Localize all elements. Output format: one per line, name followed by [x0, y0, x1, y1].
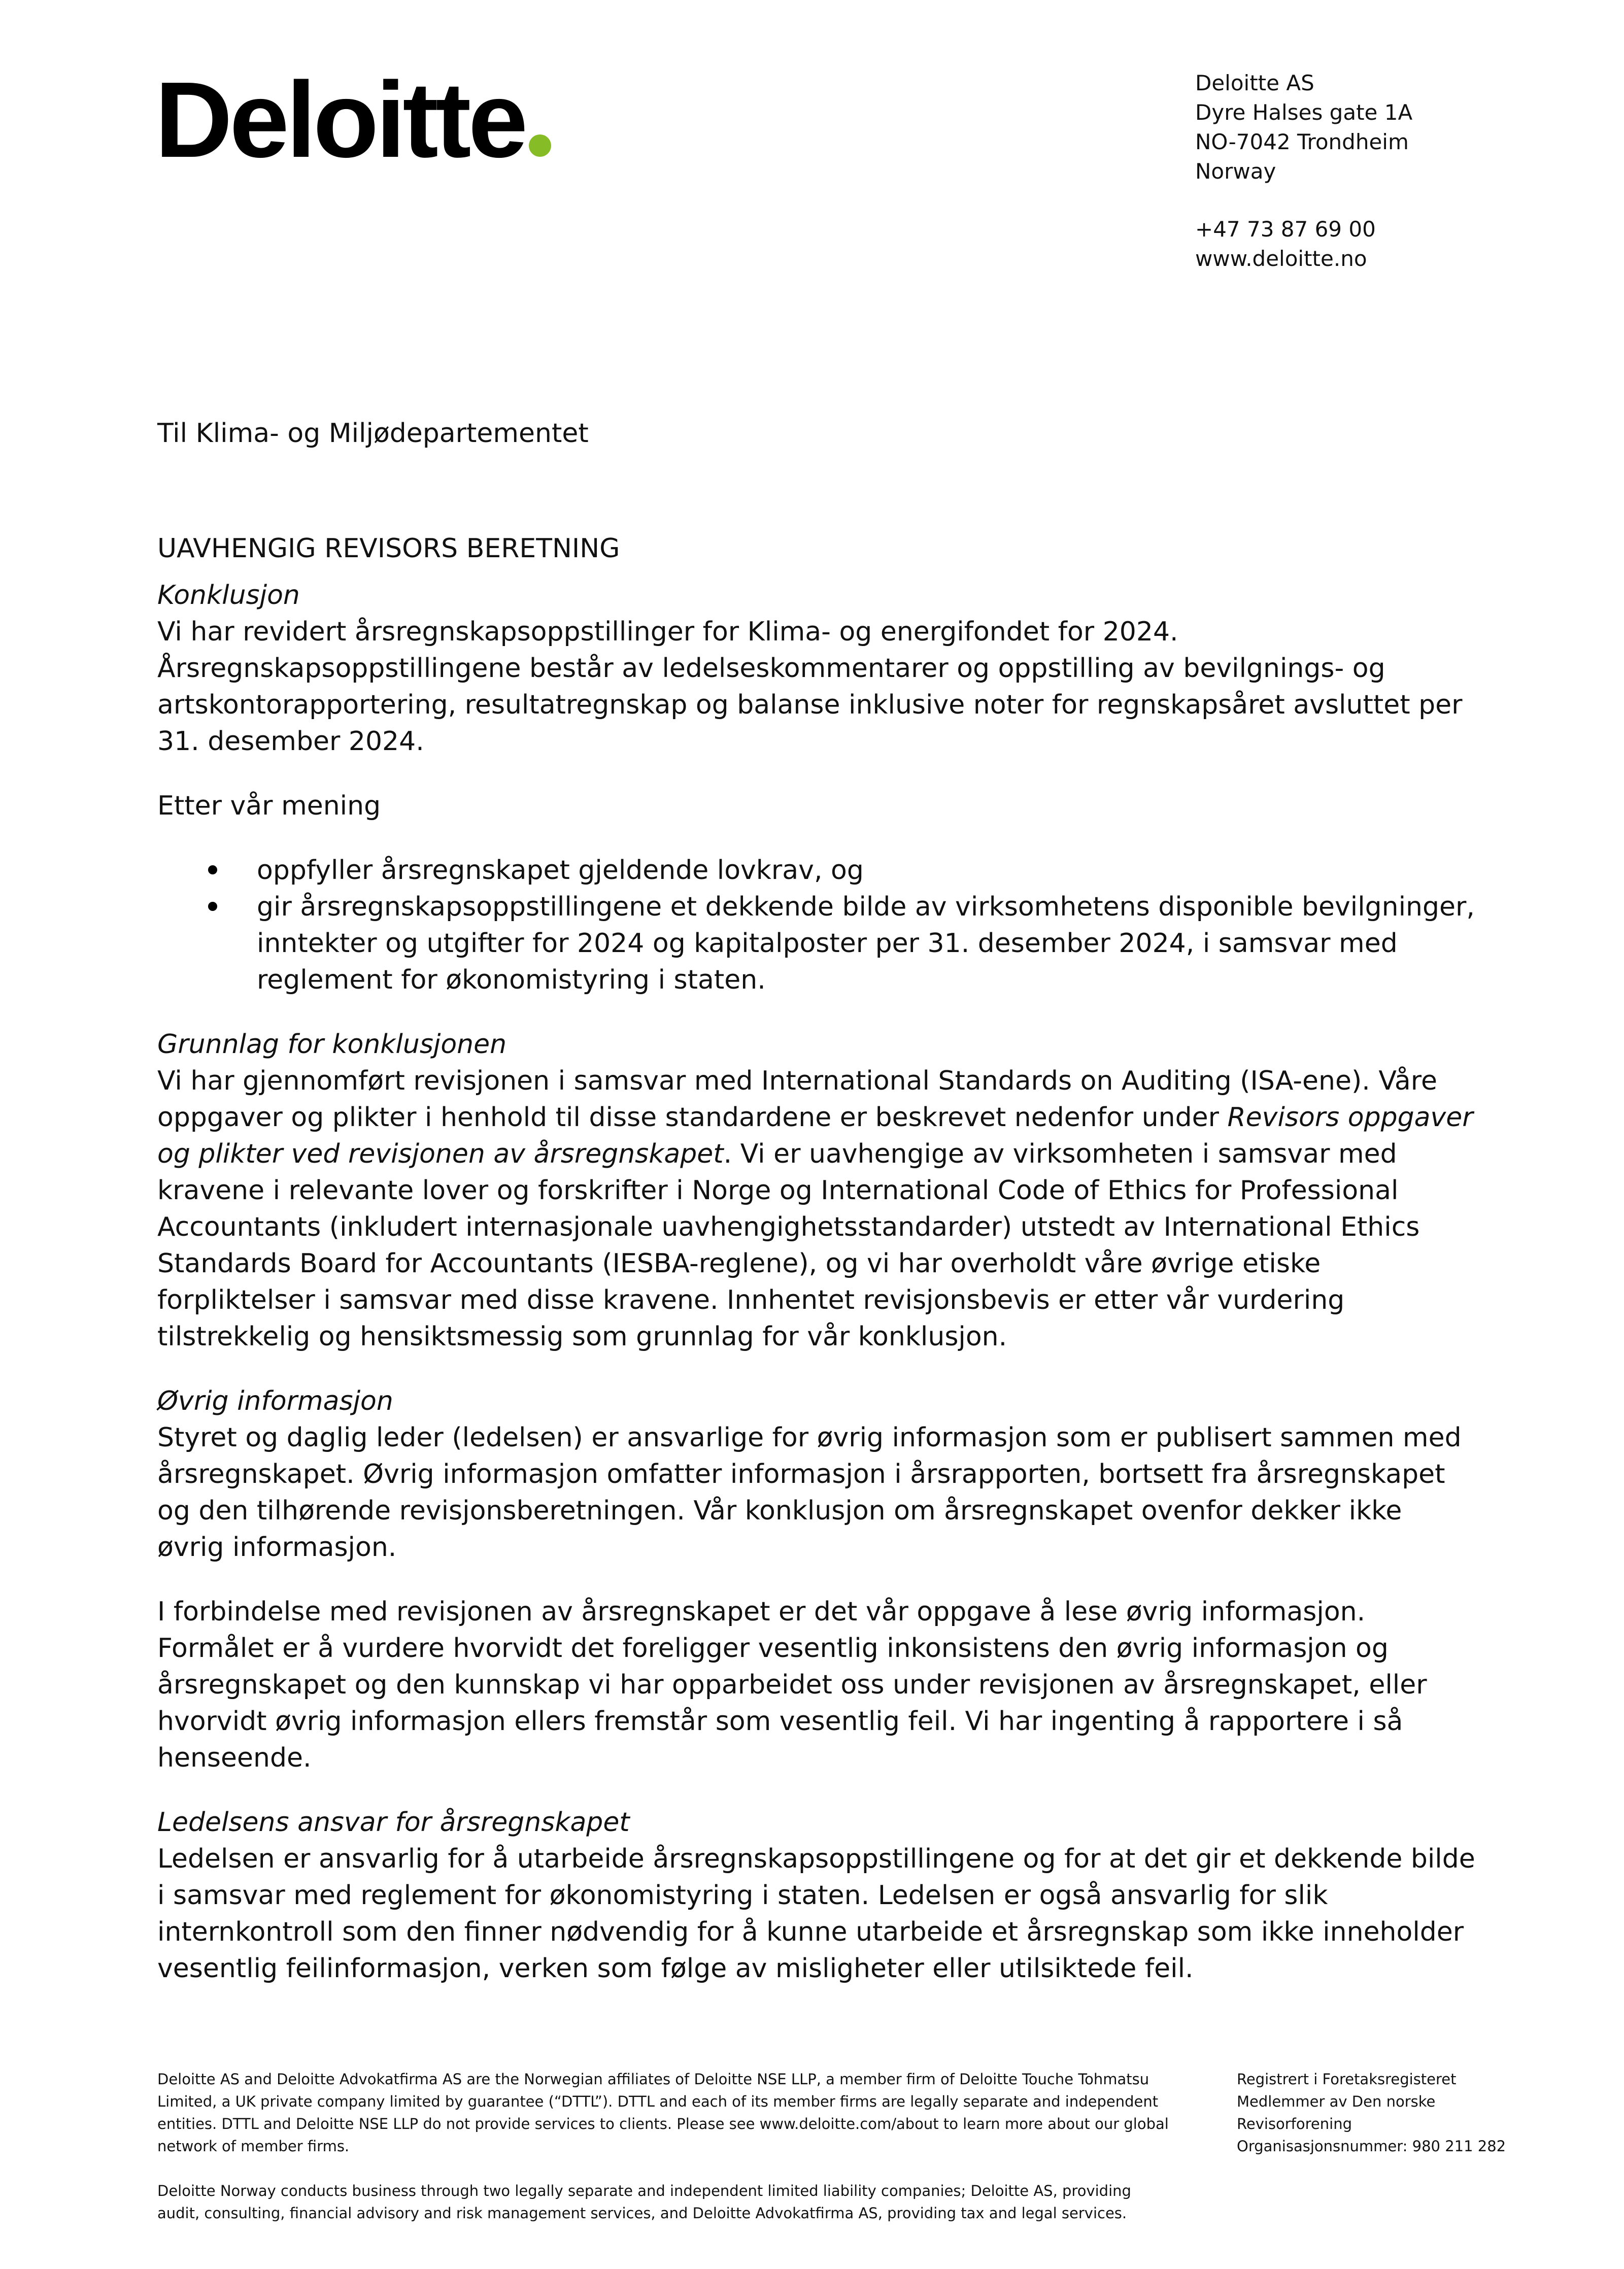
konklusjon-bullets — [157, 852, 1477, 998]
footer-reg-line: Organisasjonsnummer: 980 211 282 — [1237, 2138, 1506, 2155]
heading-grunnlag: Grunnlag for konklusjonen — [157, 1029, 507, 1060]
deloitte-logo — [155, 59, 551, 180]
address-phone: +47 73 87 69 00 — [1195, 217, 1376, 242]
konklusjon-intro: Etter vår mening — [157, 791, 381, 821]
konklusjon-paragraph: Vi har revidert årsregnskapsoppstillinger for Klima- og energifondet for 2024. Årsregnskapsoppstillingene består av ledelseskommentarer og oppstilling av bevilgnings- og artskontorapportering, resultatregnskap og balanse inklusive noter for regnskapsåret avsluttet per 31. desember 2024. — [157, 617, 1463, 757]
ovrig-paragraph-1: Styret og daglig leder (ledelsen) er ansvarlige for øvrig informasjon som er publisert sammen med årsregnskapet. Øvrig informasjon omfatter informasjon i årsrapporten, bortsett fra årsregnskapet og den tilhørende revisjonsberetningen. Vår konklusjon om årsregnskapet ovenfor dekker ikke øvrig informasjon. — [157, 1423, 1462, 1563]
footer-registration — [1237, 2068, 1541, 2157]
ovrig-paragraph-2: I forbindelse med revisjonen av årsregnskapet er det vår oppgave å lese øvrig informasjon. Formålet er å vurdere hvorvidt det foreligger vesentlig inkonsistens den øvrig informasjon og årsregnskapet og den kunnskap vi har opparbeidet oss under revisjonen av årsregnskapet, eller hvorvidt øvrig informasjon ellers fremstår som vesentlig feil. Vi har ingenting å rapportere i så henseende. — [157, 1597, 1427, 1773]
letter-body — [157, 415, 1477, 1987]
footer-reg-line: Medlemmer av Den norske — [1237, 2093, 1436, 2110]
grunnlag-text-2: . Vi er uavhengige av virksomheten i samsvar med kravene i relevante lover og forskrifter i Norge og International Code of Ethics for Professional Accountants (inkludert internasjonale uavhengighetsstandarder) utstedt av International Ethics Standards Board for Accountants (IESBA-reglene), og vi har overholdt våre øvrige etiske forpliktelser i samsvar med disse kravene. Innhentet revisjonsbevis er etter vår vurdering tilstrekkelig og hensiktsmessig som grunnlag for vår konklusjon. — [157, 1139, 1420, 1352]
address-postal: NO-7042 Trondheim — [1195, 129, 1409, 154]
address-web[interactable]: www.deloitte.no — [1195, 246, 1367, 271]
grunnlag-paragraph — [157, 1063, 1477, 1355]
address-street: Dyre Halses gate 1A — [1195, 100, 1413, 125]
company-address — [1195, 69, 1412, 274]
footer-reg-line: Registrert i Foretaksregisteret — [1237, 2071, 1457, 2088]
logo-wordmark: Deloitte — [155, 59, 525, 180]
address-country: Norway — [1195, 159, 1276, 184]
grunnlag-italic-reference: Revisors oppgaver og plikter ved revisjonen av årsregnskapet — [157, 1102, 1473, 1169]
address-company: Deloitte AS — [1195, 71, 1314, 95]
recipient-line: Til Klima- og Miljødepartementet — [157, 418, 589, 449]
report-title: UAVHENGIG REVISORS BERETNING — [157, 533, 620, 564]
heading-konklusjon: Konklusjon — [157, 580, 300, 611]
heading-ovrig: Øvrig informasjon — [157, 1386, 393, 1416]
logo-green-dot — [529, 134, 551, 157]
bullet-item: gir årsregnskapsoppstillingene et dekkende bilde av virksomhetens disponible bevilgninger, inntekter og utgifter for 2024 og kapitalposter per 31. desember 2024, i samsvar med reglement for økonomistyring i staten. — [257, 889, 1477, 998]
footer-legal — [157, 2068, 1172, 2224]
footer-legal-p1: Deloitte AS and Deloitte Advokatfirma AS are the Norwegian affiliates of Deloitte NSE LLP, a member firm of Deloitte Touche Tohmatsu Limited, a UK private company limited by guarantee (“DTTL”). DTTL and each of its member firms are legally separate and independent entities. DTTL and Deloitte NSE LLP do not provide services to clients. Please see www.deloitte.com/about to learn more about our global network of member firms. — [157, 2071, 1169, 2155]
footer-legal-p2: Deloitte Norway conducts business through two legally separate and independent limited liability companies; Deloitte AS, providing audit, consulting, financial advisory and risk management services, and Deloitte Advokatfirma AS, providing tax and legal services. — [157, 2182, 1131, 2222]
grunnlag-text-1: Vi har gjennomført revisjonen i samsvar med International Standards on Auditing (ISA-ene). Våre oppgaver og plikter i henhold til disse standardene er beskrevet nedenfor under — [157, 1066, 1437, 1133]
heading-ledelsen: Ledelsens ansvar for årsregnskapet — [157, 1807, 630, 1838]
footer-reg-line: Revisorforening — [1237, 2115, 1352, 2132]
ledelsen-paragraph: Ledelsen er ansvarlig for å utarbeide årsregnskapsoppstillingene og for at det gir et dekkende bilde i samsvar med reglement for økonomistyring i staten. Ledelsen er også ansvarlig for slik internkontroll som den finner nødvendig for å kunne utarbeide et årsregnskap som ikke inneholder vesentlig feilinformasjon, verken som følge av misligheter eller utilsiktede feil. — [157, 1844, 1475, 1984]
bullet-item: oppfyller årsregnskapet gjeldende lovkrav, og — [257, 852, 1477, 889]
